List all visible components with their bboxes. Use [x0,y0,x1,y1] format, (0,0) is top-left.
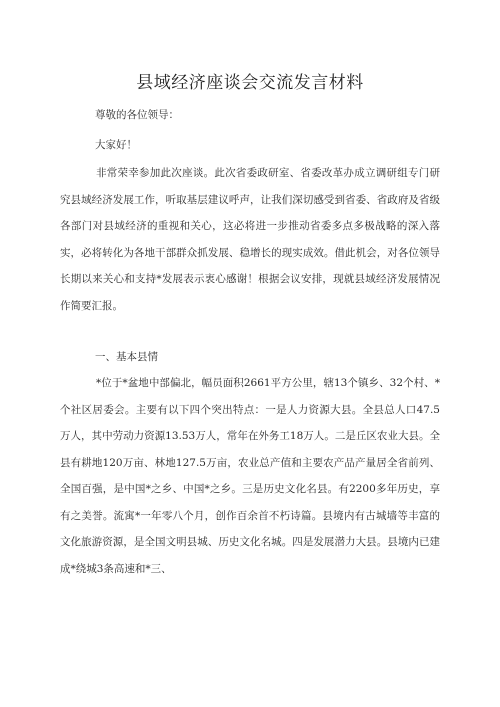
document-title: 县域经济座谈会交流发言材料 [136,73,364,93]
salutation: 尊敬的各位领导： [95,109,179,121]
basic-info-paragraph: *位于*盆地中部偏北，幅员面积2661平方公里，辖13个镇乡、32个村、*个社区居委会。主要有以下四个突出特点：一是人力资源大县。全县总人口47.5万人，其中劳动力资源13.53万人，常年在外务工18万人。二是丘区农业大县。全县有耕地120万亩、林地127.5万亩，农业总产值和主要农产品产量居全省前列、全国百强，是中国*之乡、中国*之乡。三是历史文化名县。有2200多年历史，享有之美誉。流寓*一年零八个月，创作百余首不朽诗篇。县境内有古城墙等丰富的文化旅游资源，是全国文明县城、历史文化名城。四是发展潜力大县。县境内已建成*绕城3条高速和*三、 [60,377,440,575]
opening-paragraph: 非常荣幸参加此次座谈。此次省委政研室、省委改革办成立调研组专门研究县域经济发展工作，听取基层建议呼声，让我们深切感受到省委、省政府及省级各部门对县域经济的重视和关心，这必将进一步推动省委多点多极战略的深入落实，必将转化为各地干部群众抓发展、稳增长的现实成效。借此机会，对各位领导长期以来关心和支持*发展表示衷心感谢！根据会议安排，现就县域经济发展情况作简要汇报。 [60,167,440,312]
section-heading-basic-info: 一、基本县情 [95,351,158,363]
greeting: 大家好！ [95,139,137,151]
